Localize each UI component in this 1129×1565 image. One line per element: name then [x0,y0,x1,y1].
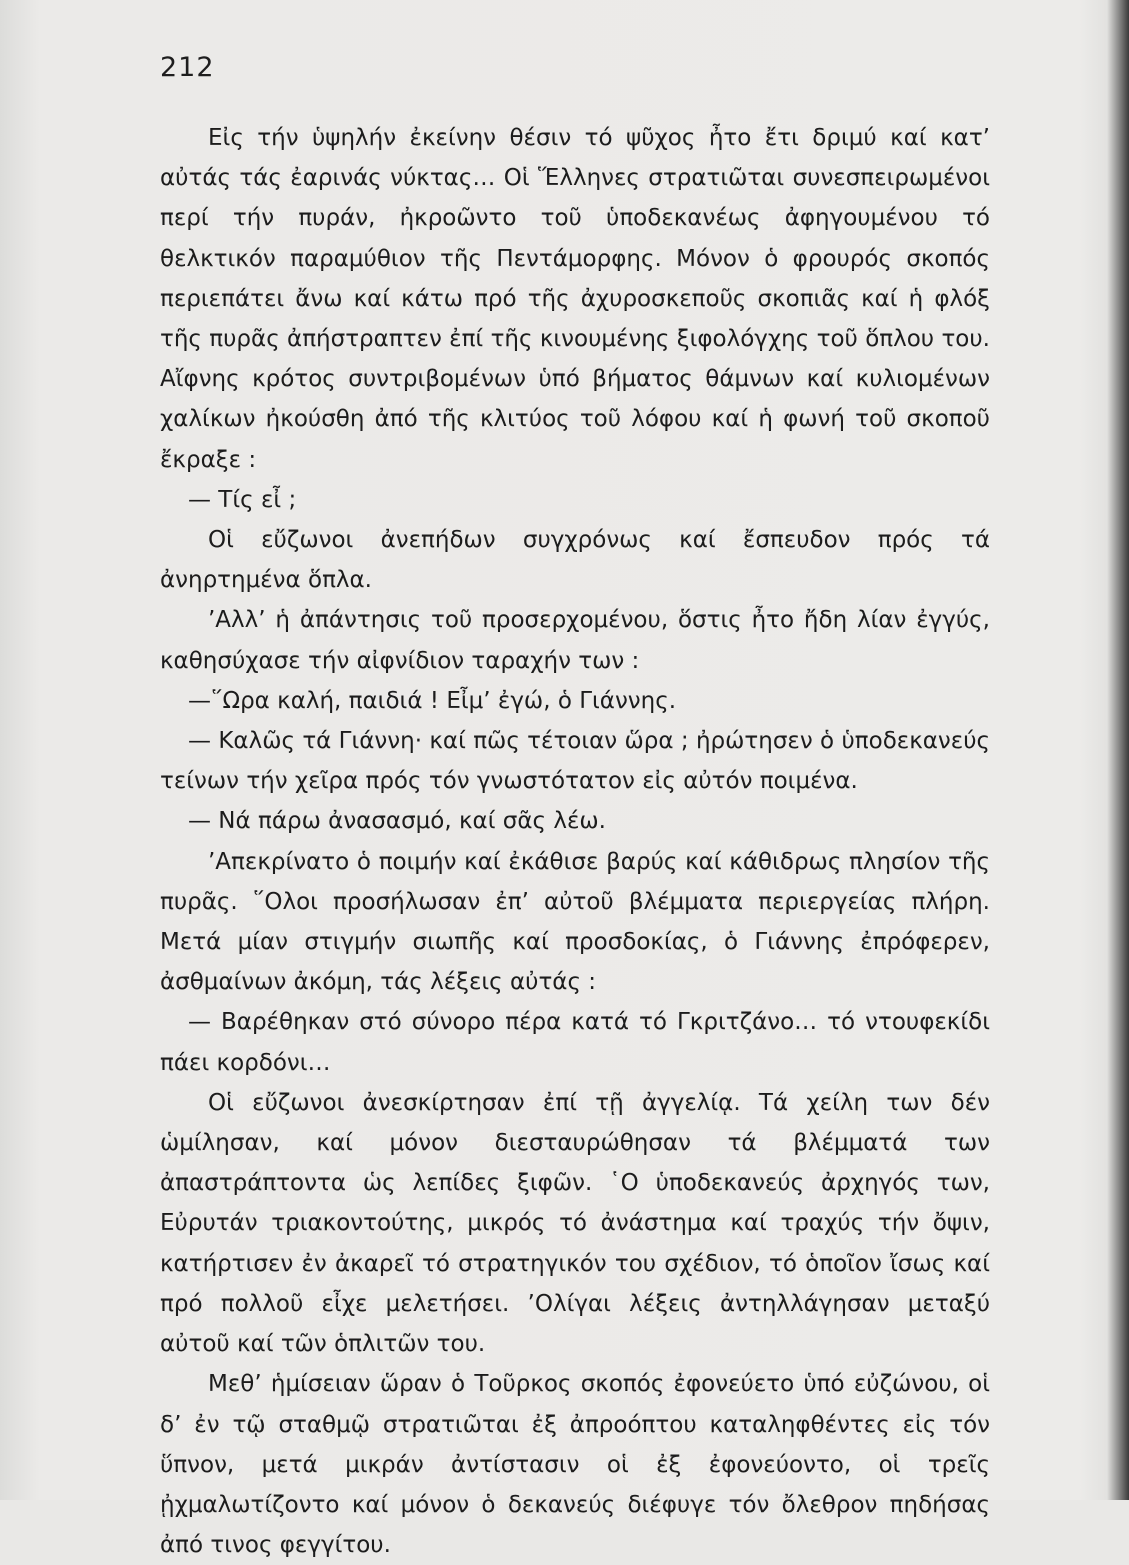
paragraph: ’Απεκρίνατο ὁ ποιμήν καί ἐκάθισε βαρύς καί κάθιδρως πλησίον τῆς πυρᾶς. ῞Ολοι προσήλωσαν ἐπ’ αὐτοῦ βλέμματα περιεργείας πλήρη. Μετά μίαν στιγμήν σιωπῆς καί προσδοκίας, ὁ Γιάννης ἐπρόφερεν, ἀσθμαίνων ἀκόμη, τάς λέξεις αὐτάς : [160,848,990,996]
page-edge-shadow [1107,0,1129,1500]
paragraph: ’Αλλ’ ἡ ἀπάντησις τοῦ προσερχομένου, ὅστις ἦτο ἤδη λίαν ἐγγύς, καθησύχασε τήν αἰφνίδιον ταραχήν των : [160,607,990,674]
paragraph-opening: Εἰς τήν ὑψηλήν ἐκείνην θέσιν τό ψῦχος ἦτο ἔτι δριμύ καί κατ’ αὐτάς τάς ἐαρινάς νύκτας… Οἱ Ἕλληνες στρατιῶται συνεσπειρωμένοι περί τήν πυράν, ἠκροῶντο τοῦ ὑποδεκανέως ἀφηγουμένου τό θελκτικόν παραμύθιον τῆς Πεντάμορφης. Μόνον ὁ φρουρός σκοπός περιεπάτει ἄνω καί κάτω πρό τῆς ἀχυροσκεποῦς σκοπιᾶς καί ἡ φλόξ τῆς πυρᾶς ἀπήστραπτεν ἐπί τῆς κινουμένης ξιφολόγχης τοῦ ὅπλου του. Αἴφνης κρότος συντριβομένων ὑπό βήματος θάμνων καί κυλιομένων χαλίκων ἠκούσθη ἀπό τῆς κλιτύος τοῦ λόφου καί ἡ φωνή τοῦ σκοποῦ ἔκραξε : [160,125,990,473]
dialogue-line: —῞Ωρα καλή, παιδιά ! Εἶμ’ ἐγώ, ὁ Γιάννης. [188,687,677,714]
dialogue-line: — Βαρέθηκαν στό σύνορο πέρα κατά τό Γκριτζάνο… τό ντουφεκίδι πάει κορδόνι… [160,1009,990,1076]
dialogue-line: — Νά πάρω ἀνασασμό, καί σᾶς λέω. [188,808,606,835]
dialogue-line: — Τίς εἶ ; [188,486,297,513]
dialogue-line: — Καλῶς τά Γιάννη· καί πῶς τέτοιαν ὥρα ; ἠρώτησεν ὁ ὑποδεκανεύς τείνων τήν χεῖρα πρός τόν γνωστότατον εἰς αὐτόν ποιμένα. [160,728,990,795]
body-text [160,118,990,1565]
paragraph: Οἱ εὔζωνοι ἀνεπήδων συγχρόνως καί ἔσπευδον πρός τά ἀνηρτημένα ὅπλα. [160,527,990,594]
paragraph: Οἱ εὔζωνοι ἀνεσκίρτησαν ἐπί τῇ ἀγγελίᾳ. Τά χείλη των δέν ὡμίλησαν, καί μόνον διεσταυρώθησαν τά βλέμματά των ἀπαστράπτοντα ὡς λεπίδες ξιφῶν. ῾Ο ὑποδεκανεύς ἀρχηγός των, Εὐρυτάν τριακοντούτης, μικρός τό ἀνάστημα καί τραχύς τήν ὄψιν, κατήρτισεν ἐν ἀκαρεῖ τό στρατηγικόν του σχέδιον, τό ὁποῖον ἴσως καί πρό πολλοῦ εἶχε μελετήσει. ’Ολίγαι λέξεις ἀντηλλάγησαν μεταξύ αὐτοῦ καί τῶν ὁπλιτῶν του. [160,1089,990,1358]
paragraph-closing: Μεθ’ ἡμίσειαν ὥραν ὁ Τοῦρκος σκοπός ἐφονεύετο ὑπό εὐζώνου, οἱ δ’ ἐν τῷ σταθμῷ στρατιῶται ἐξ ἀπροόπτου καταληφθέντες εἰς τόν ὕπνον, μετά μικράν ἀντίστασιν οἱ ἐξ ἐφονεύοντο, οἱ τρεῖς ᾐχμαλωτίζοντο καί μόνον ὁ δεκανεύς διέφυγε τόν ὄλεθρον πηδήσας ἀπό τινος φεγγίτου. [160,1371,990,1559]
page-number: 212 [160,52,215,83]
